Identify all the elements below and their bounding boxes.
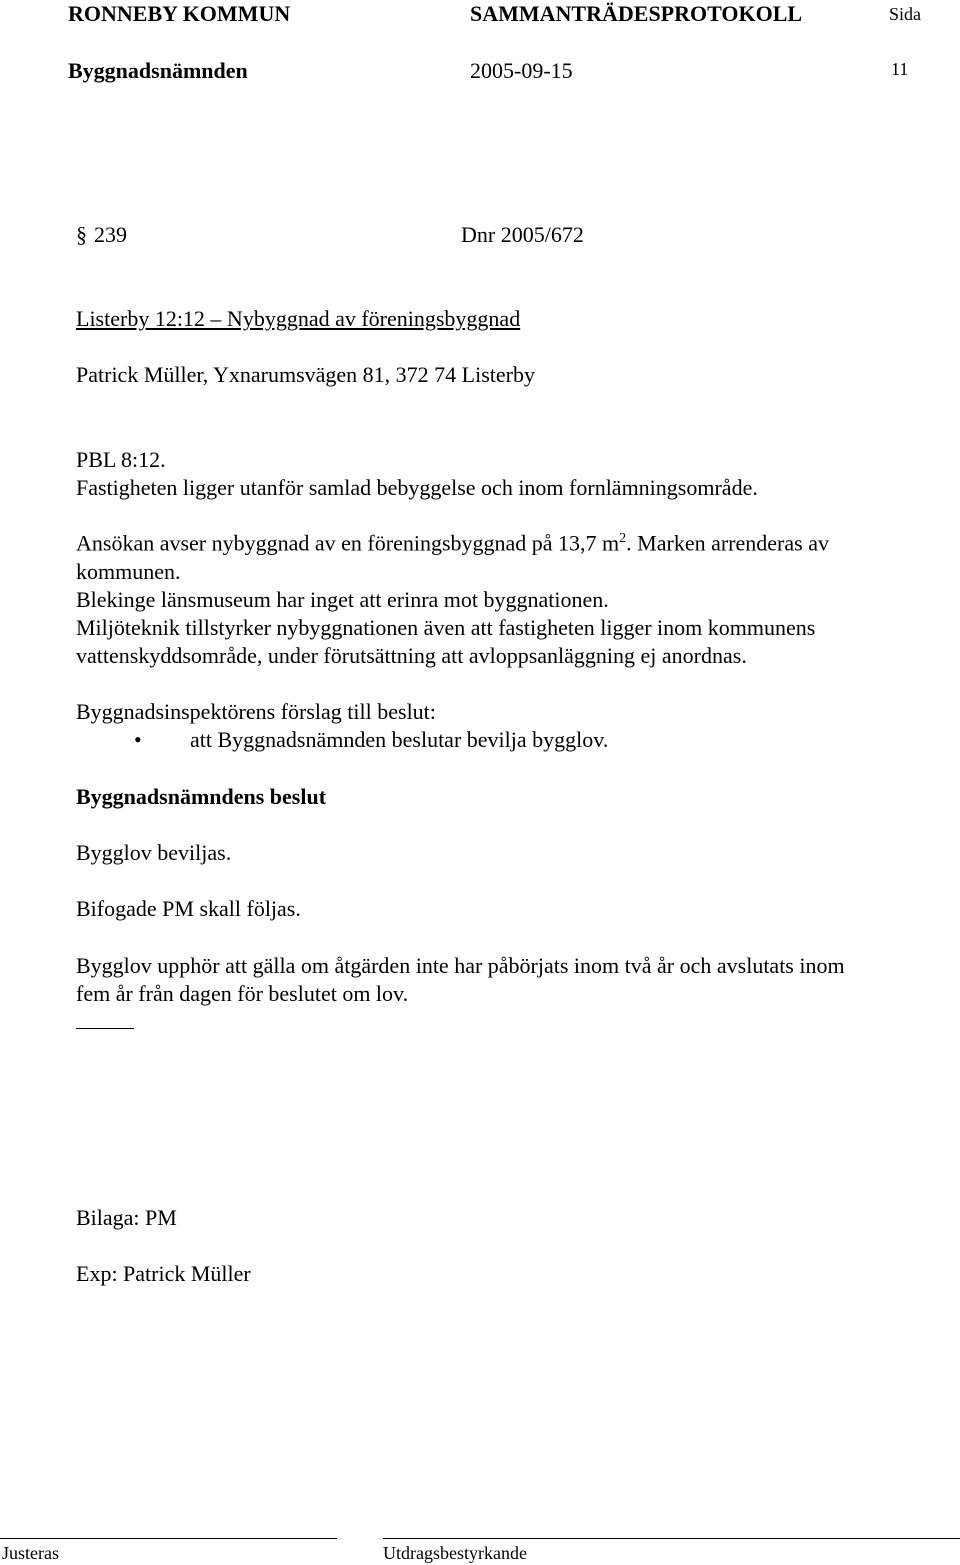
decision-1: Bygglov beviljas. bbox=[76, 840, 232, 865]
proposal-item: att Byggnadsnämnden beslutar bevilja bygglov. bbox=[190, 727, 609, 752]
decision-3-line-2: fem år från dagen för beslutet om lov. bbox=[76, 981, 409, 1006]
meeting-date: 2005-09-15 bbox=[470, 58, 573, 83]
footer-justeras: Justeras bbox=[2, 1543, 59, 1563]
page-label: Sida bbox=[889, 4, 922, 24]
environment-statement-line-2: vattenskyddsområde, under förutsättning att avloppsanläggning ej anordnas. bbox=[76, 643, 747, 668]
pbl-reference: PBL 8:12. bbox=[76, 447, 166, 472]
page-number: 11 bbox=[891, 59, 909, 79]
area-unit-superscript: 2 bbox=[619, 531, 627, 546]
footer-line-left bbox=[0, 1538, 337, 1539]
museum-statement: Blekinge länsmuseum har inget att erinra mot byggnationen. bbox=[76, 587, 609, 612]
case-title: Listerby 12:12 – Nybyggnad av föreningsbyggnad bbox=[76, 306, 521, 331]
decision-heading: Byggnadsnämndens beslut bbox=[76, 784, 327, 809]
application-text-cont: . Marken arrenderas av bbox=[626, 530, 829, 556]
decision-3-line-1: Bygglov upphör att gälla om åtgärden inte har påbörjats inom två år och avslutats inom bbox=[76, 953, 845, 978]
applicant: Patrick Müller, Yxnarumsvägen 81, 372 74 Listerby bbox=[76, 362, 535, 387]
attachment: Bilaga: PM bbox=[76, 1205, 177, 1230]
application-line-1 bbox=[76, 532, 829, 554]
footer-line-right bbox=[383, 1538, 960, 1539]
committee-name: Byggnadsnämnden bbox=[68, 58, 248, 83]
municipality-name: RONNEBY KOMMUN bbox=[68, 1, 291, 26]
dispatch: Exp: Patrick Müller bbox=[76, 1261, 251, 1286]
document-type: SAMMANTRÄDESPROTOKOLL bbox=[470, 1, 803, 26]
paragraph-number: 239 bbox=[94, 222, 127, 247]
footer-utdragsbestyrkande: Utdragsbestyrkande bbox=[383, 1543, 527, 1563]
section-symbol: § bbox=[76, 222, 87, 247]
environment-statement-line-1: Miljöteknik tillstyrker nybyggnationen även att fastigheten ligger inom kommunens bbox=[76, 615, 816, 640]
property-description: Fastigheten ligger utanför samlad bebyggelse och inom fornlämningsområde. bbox=[76, 475, 758, 500]
end-rule bbox=[76, 1028, 134, 1029]
decision-2: Bifogade PM skall följas. bbox=[76, 896, 301, 921]
bullet-icon: • bbox=[134, 727, 142, 752]
diary-number: Dnr 2005/672 bbox=[461, 222, 584, 247]
proposal-heading: Byggnadsinspektörens förslag till beslut: bbox=[76, 699, 436, 724]
application-text: Ansökan avser nybyggnad av en föreningsbyggnad på 13,7 m bbox=[76, 530, 620, 556]
application-line-2: kommunen. bbox=[76, 559, 181, 584]
